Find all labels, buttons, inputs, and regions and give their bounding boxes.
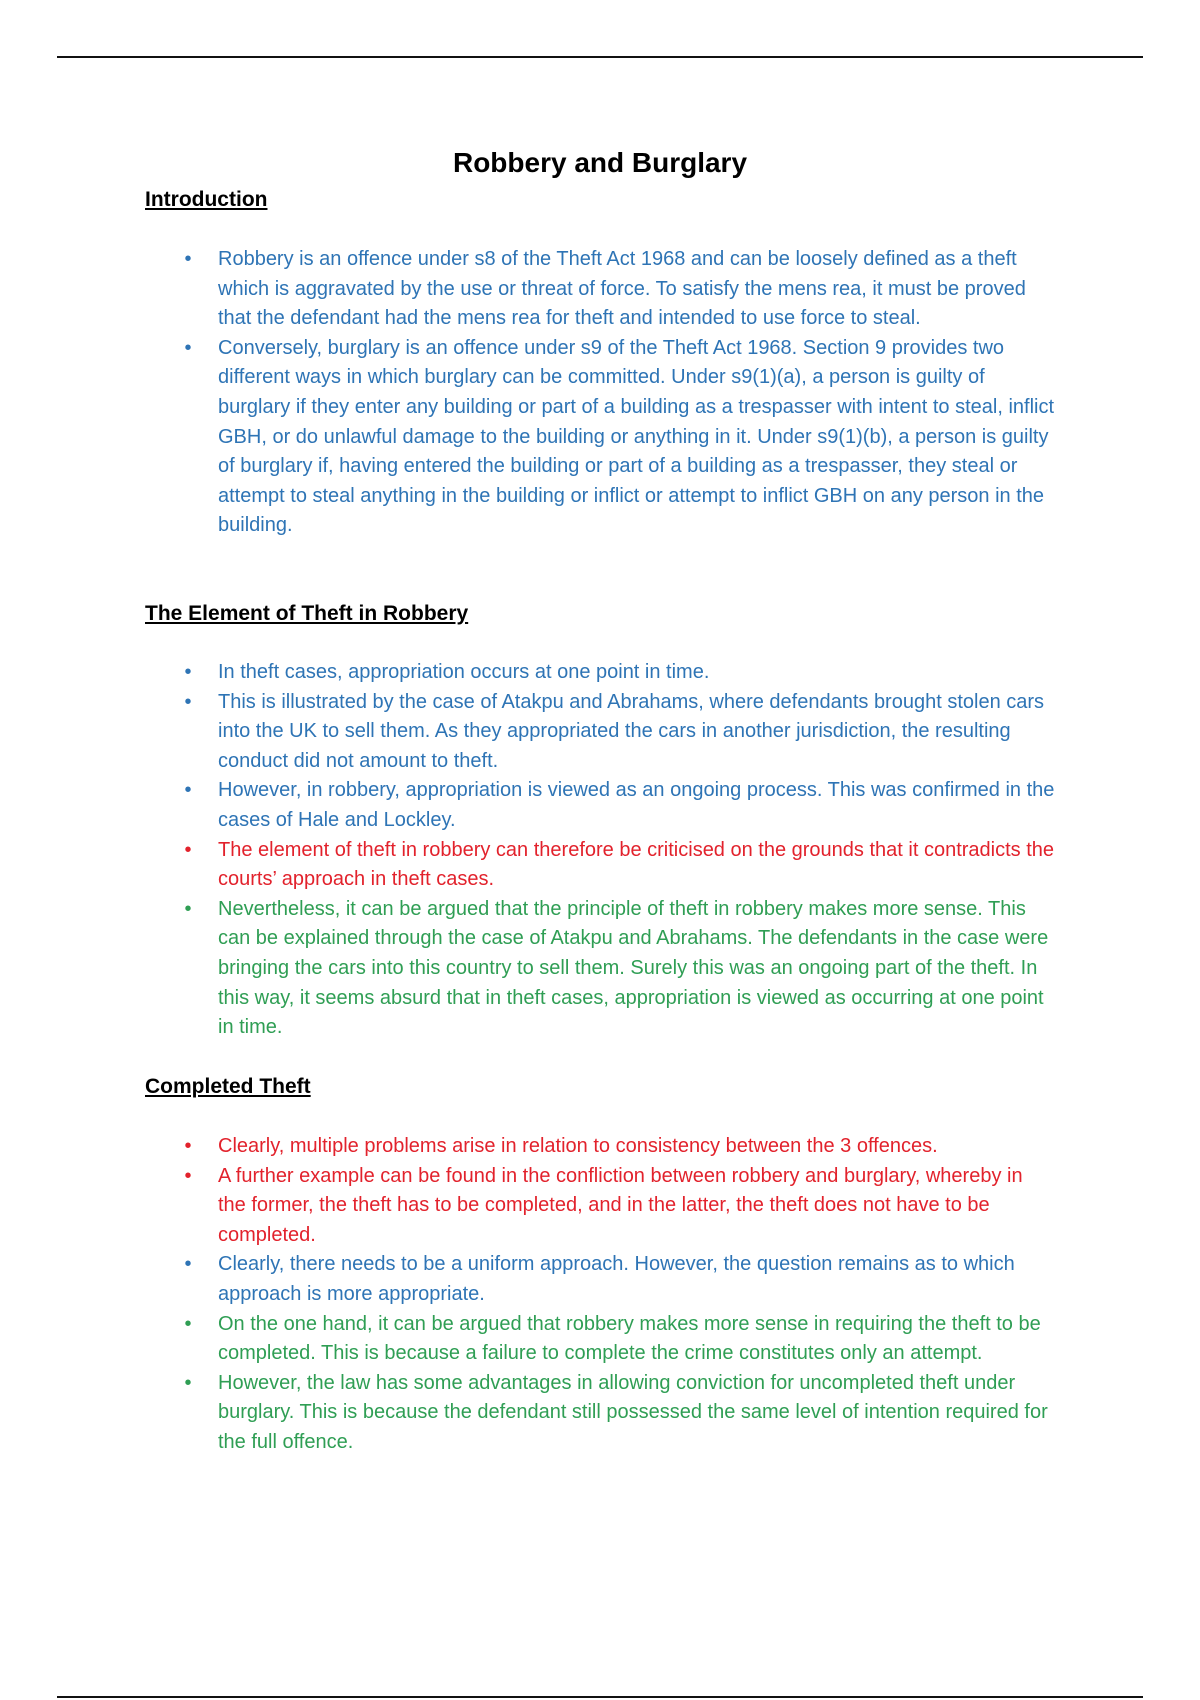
list-item xyxy=(145,688,1055,777)
bullet-text: A further example can be found in the confliction between robbery and burglary, whereby in the former, the theft has to be completed, and in the latter, the theft does not have to be completed. xyxy=(218,1164,1023,1246)
footer-rule xyxy=(57,1696,1143,1698)
list-item xyxy=(145,1310,1055,1369)
bullet-text: Clearly, there needs to be a uniform approach. However, the question remains as to which approach is more appropriate. xyxy=(218,1253,1015,1305)
bullet-text: Nevertheless, it can be argued that the principle of theft in robbery makes more sense. This can be explained through the case of Atakpu and Abrahams. The defendants in the case were bringing the cars into this country to sell them. Surely this was an ongoing part of the theft. In this way, it seems absurd that in theft cases, appropriation is viewed as occurring at one point in time. xyxy=(218,897,1049,1039)
section-heading-completed-theft: Completed Theft xyxy=(145,1075,311,1098)
bullet-text: However, in robbery, appropriation is viewed as an ongoing process. This was confirmed in the cases of Hale and Lockley. xyxy=(218,779,1055,831)
list-item xyxy=(145,1162,1055,1251)
list-item xyxy=(145,658,1055,688)
bullet-icon: • xyxy=(184,1135,192,1157)
document-title: Robbery and Burglary xyxy=(452,147,748,178)
list-item xyxy=(145,836,1055,895)
bullet-icon: • xyxy=(184,336,192,359)
bullet-icon: • xyxy=(184,1312,192,1335)
list-item xyxy=(145,245,1055,334)
bullet-icon: • xyxy=(184,779,192,802)
bullet-list-introduction xyxy=(145,245,1055,541)
list-item xyxy=(145,334,1055,541)
bullet-text: However, the law has some advantages in allowing conviction for uncompleted theft under burglary. This is because the defendant still possessed the same level of intention required for the full offence. xyxy=(218,1371,1048,1453)
bullet-text: Clearly, multiple problems arise in relation to consistency between the 3 offences. xyxy=(218,1135,938,1157)
list-item xyxy=(145,1369,1055,1458)
list-item xyxy=(145,895,1055,1043)
list-item xyxy=(145,1250,1055,1309)
bullet-list-completed-theft xyxy=(145,1132,1055,1458)
header-rule xyxy=(57,56,1143,58)
bullet-list-element-of-theft xyxy=(145,658,1055,1043)
bullet-text: In theft cases, appropriation occurs at one point in time. xyxy=(218,661,710,683)
list-item xyxy=(145,776,1055,835)
bullet-text: The element of theft in robbery can therefore be criticised on the grounds that it contradicts the courts’ approach in theft cases. xyxy=(218,838,1055,891)
section-heading-introduction: Introduction xyxy=(145,188,268,211)
list-item xyxy=(145,1132,1055,1162)
bullet-text: Conversely, burglary is an offence under s9 of the Theft Act 1968. Section 9 provides two different ways in which burglary can be committed. Under s9(1)(a), a person is guilty of burglary if they enter any building or part of a building as a trespasser with intent to steal, inflict GBH, or do unlawful damage to the building or anything in it. Under s9(1)(b), a person is guilty of burglary if, having entered the building or part of a building as a trespasser, they steal or attempt to steal anything in the building or inflict or attempt to inflict GBH on any person in the building. xyxy=(218,336,1055,537)
bullet-icon: • xyxy=(184,838,192,861)
bullet-text: Robbery is an offence under s8 of the Theft Act 1968 and can be loosely defined as a theft which is aggravated by the use or threat of force. To satisfy the mens rea, it must be proved that the defendant had the mens rea for theft and intended to use force to steal. xyxy=(218,248,1026,330)
bullet-text: On the one hand, it can be argued that robbery makes more sense in requiring the theft to be completed. This is because a failure to complete the crime constitutes only an attempt. xyxy=(218,1312,1041,1365)
bullet-icon: • xyxy=(184,248,192,270)
bullet-icon: • xyxy=(184,897,192,920)
bullet-icon: • xyxy=(184,1253,192,1276)
bullet-icon: • xyxy=(184,690,192,713)
bullet-icon: • xyxy=(184,661,192,683)
section-heading-element-of-theft: The Element of Theft in Robbery xyxy=(145,602,469,625)
bullet-icon: • xyxy=(184,1371,192,1394)
bullet-icon: • xyxy=(184,1164,192,1187)
bullet-text: This is illustrated by the case of Atakpu and Abrahams, where defendants brought stolen cars into the UK to sell them. As they appropriated the cars in another jurisdiction, the resulting conduct did not amount to theft. xyxy=(218,690,1045,772)
